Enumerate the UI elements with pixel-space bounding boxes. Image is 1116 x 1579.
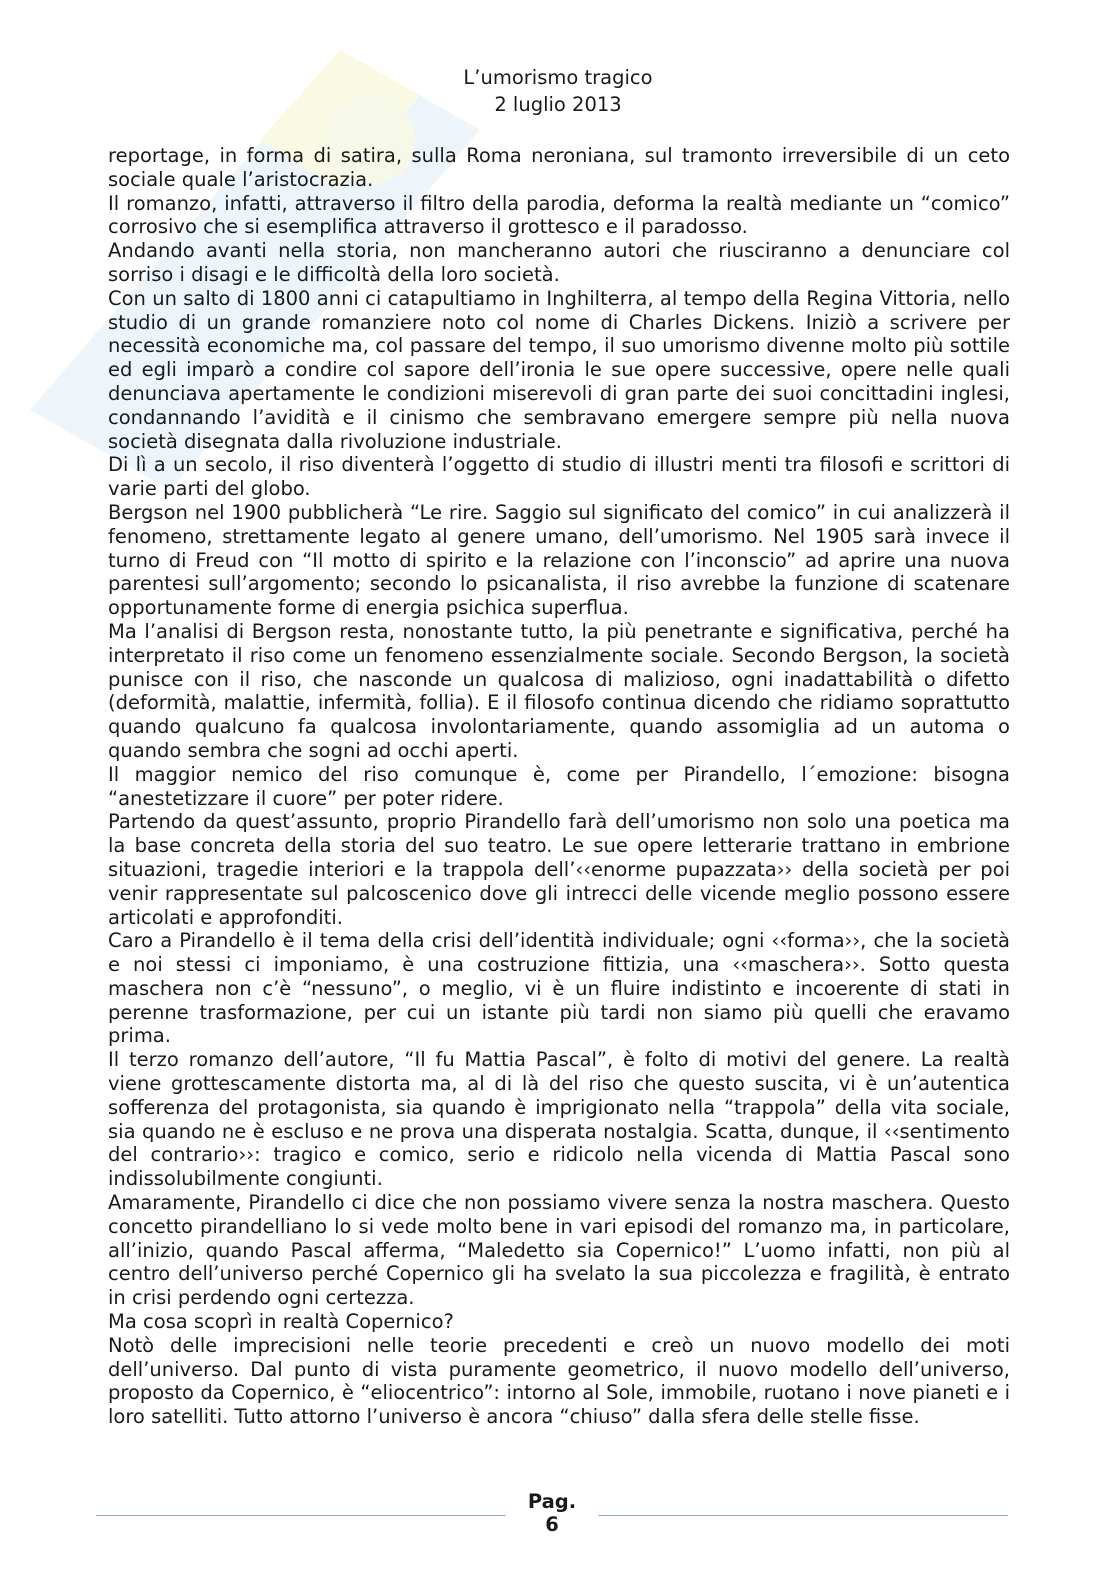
paragraph: Ma l’analisi di Bergson resta, nonostante tutto, la più penetrante e significativa, perché ha interpretato il riso come un fenomeno essenzialmente sociale. Secondo Bergson, la società punisce con il riso, che nasconde un qualcosa di malizioso, ogni inadattabilità o difetto (deformità, malattie, infermità, follia). E il filosofo continua dicendo che ridiamo soprattutto quando qualcuno fa qualcosa involontariamente, quando assomiglia ad un automa o quando sembra che sogni ad occhi aperti.: [108, 619, 1010, 762]
paragraph: Con un salto di 1800 anni ci catapultiamo in Inghilterra, al tempo della Regina Vittoria, nello studio di un grande romanziere noto col nome di Charles Dickens. Iniziò a scrivere per necessità economiche ma, col passare del tempo, il suo umorismo divenne molto più sottile ed egli imparò a condire col sapore dell’ironia le sue opere successive, opere nelle quali denunciava apertamente le condizioni miserevoli di gran parte dei suoi concittadini inglesi, condannando l’avidità e il cinismo che sembravano emergere sempre più nella nuova società disegnata dalla rivoluzione industriale.: [108, 286, 1010, 453]
paragraph: Di lì a un secolo, il riso diventerà l’oggetto di studio di illustri menti tra filosofi e scrittori di varie parti del globo.: [108, 453, 1010, 501]
paragraph: Ma cosa scoprì in realtà Copernico?: [108, 1310, 454, 1334]
page-number: [506, 1490, 598, 1536]
document-title: L’umorismo tragico: [463, 66, 653, 89]
page-header: [0, 64, 1116, 118]
paragraph: Il terzo romanzo dell’autore, “Il fu Mattia Pascal”, è folto di motivi del genere. La realtà viene grottescamente distorta ma, al di là del riso che questo suscita, vi è un’autentica sofferenza del protagonista, sia quando è imprigionato nella “trappola” della vita sociale, sia quando ne è escluso e ne prova una disperata nostalgia. Scatta, dunque, il ‹‹sentimento del contrario››: tragico e comico, serio e ridicolo nella vicenda di Mattia Pascal sono indissolubilmente congiunti.: [108, 1048, 1010, 1191]
page-label: Pag.: [527, 1490, 577, 1513]
document-body: [108, 144, 1010, 1429]
paragraph: Notò delle imprecisioni nelle teorie precedenti e creò un nuovo modello dei moti dell’universo. Dal punto di vista puramente geometrico, il nuovo modello dell’universo, proposto da Copernico, è “eliocentrico”: intorno al Sole, immobile, ruotano i nove pianeti e i loro satelliti. Tutto attorno l’universo è ancora “chiuso” dalla sfera delle stelle fisse.: [108, 1333, 1010, 1429]
paragraph: Partendo da quest’assunto, proprio Pirandello farà dell’umorismo non solo una poetica ma la base concreta della storia del suo teatro. Le sue opere letterarie trattano in embrione situazioni, tragedie interiori e la trappola dell’‹‹enorme pupazzata›› della società per poi venir rappresentate sul palcoscenico dove gli intrecci delle vicende meglio possono essere articolati e approfonditi.: [108, 810, 1010, 929]
paragraph: Caro a Pirandello è il tema della crisi dell’identità individuale; ogni ‹‹forma››, che la società e noi stessi ci imponiamo, è una costruzione fittizia, una ‹‹maschera››. Sotto questa maschera non c’è “nessuno”, o meglio, vi è un fluire indistinto e incoerente di stati in perenne trasformazione, per cui un istante più tardi non siamo più quelli che eravamo prima.: [108, 929, 1010, 1048]
page-number-value: 6: [545, 1513, 559, 1536]
paragraph: Il maggior nemico del riso comunque è, come per Pirandello, l´emozione: bisogna “anestetizzare il cuore” per poter ridere.: [108, 762, 1010, 810]
page-footer: [0, 1490, 1116, 1540]
paragraph: Il romanzo, infatti, attraverso il filtro della parodia, deforma la realtà mediante un “comico” corrosivo che si esemplifica attraverso il grottesco e il paradosso.: [108, 191, 1010, 239]
paragraph: reportage, in forma di satira, sulla Roma neroniana, sul tramonto irreversibile di un ceto sociale quale l’aristocrazia.: [108, 144, 1010, 191]
document-date: 2 luglio 2013: [494, 93, 622, 116]
footer-rule-right: [598, 1515, 1008, 1516]
paragraph: Bergson nel 1900 pubblicherà “Le rire. Saggio sul significato del comico” in cui analizzerà il fenomeno, strettamente legato al genere umano, dell’umorismo. Nel 1905 sarà invece il turno di Freud con “Il motto di spirito e la relazione con l’inconscio” ad aprire una nuova parentesi sull’argomento; secondo lo psicanalista, il riso avrebbe la funzione di scatenare opportunamente forme di energia psichica superflua.: [108, 500, 1010, 620]
paragraph: Amaramente, Pirandello ci dice che non possiamo vivere senza la nostra maschera. Questo concetto pirandelliano lo si vede molto bene in vari episodi del romanzo ma, in particolare, all’inizio, quando Pascal afferma, “Maledetto sia Copernico!” L’uomo infatti, non più al centro dell’universo perché Copernico gli ha svelato la sua piccolezza e fragilità, è entrato in crisi perdendo ogni certezza.: [108, 1191, 1010, 1310]
footer-rule-left: [96, 1515, 506, 1516]
paragraph: Andando avanti nella storia, non mancheranno autori che riusciranno a denunciare col sorriso i disagi e le difficoltà della loro società.: [108, 239, 1010, 286]
